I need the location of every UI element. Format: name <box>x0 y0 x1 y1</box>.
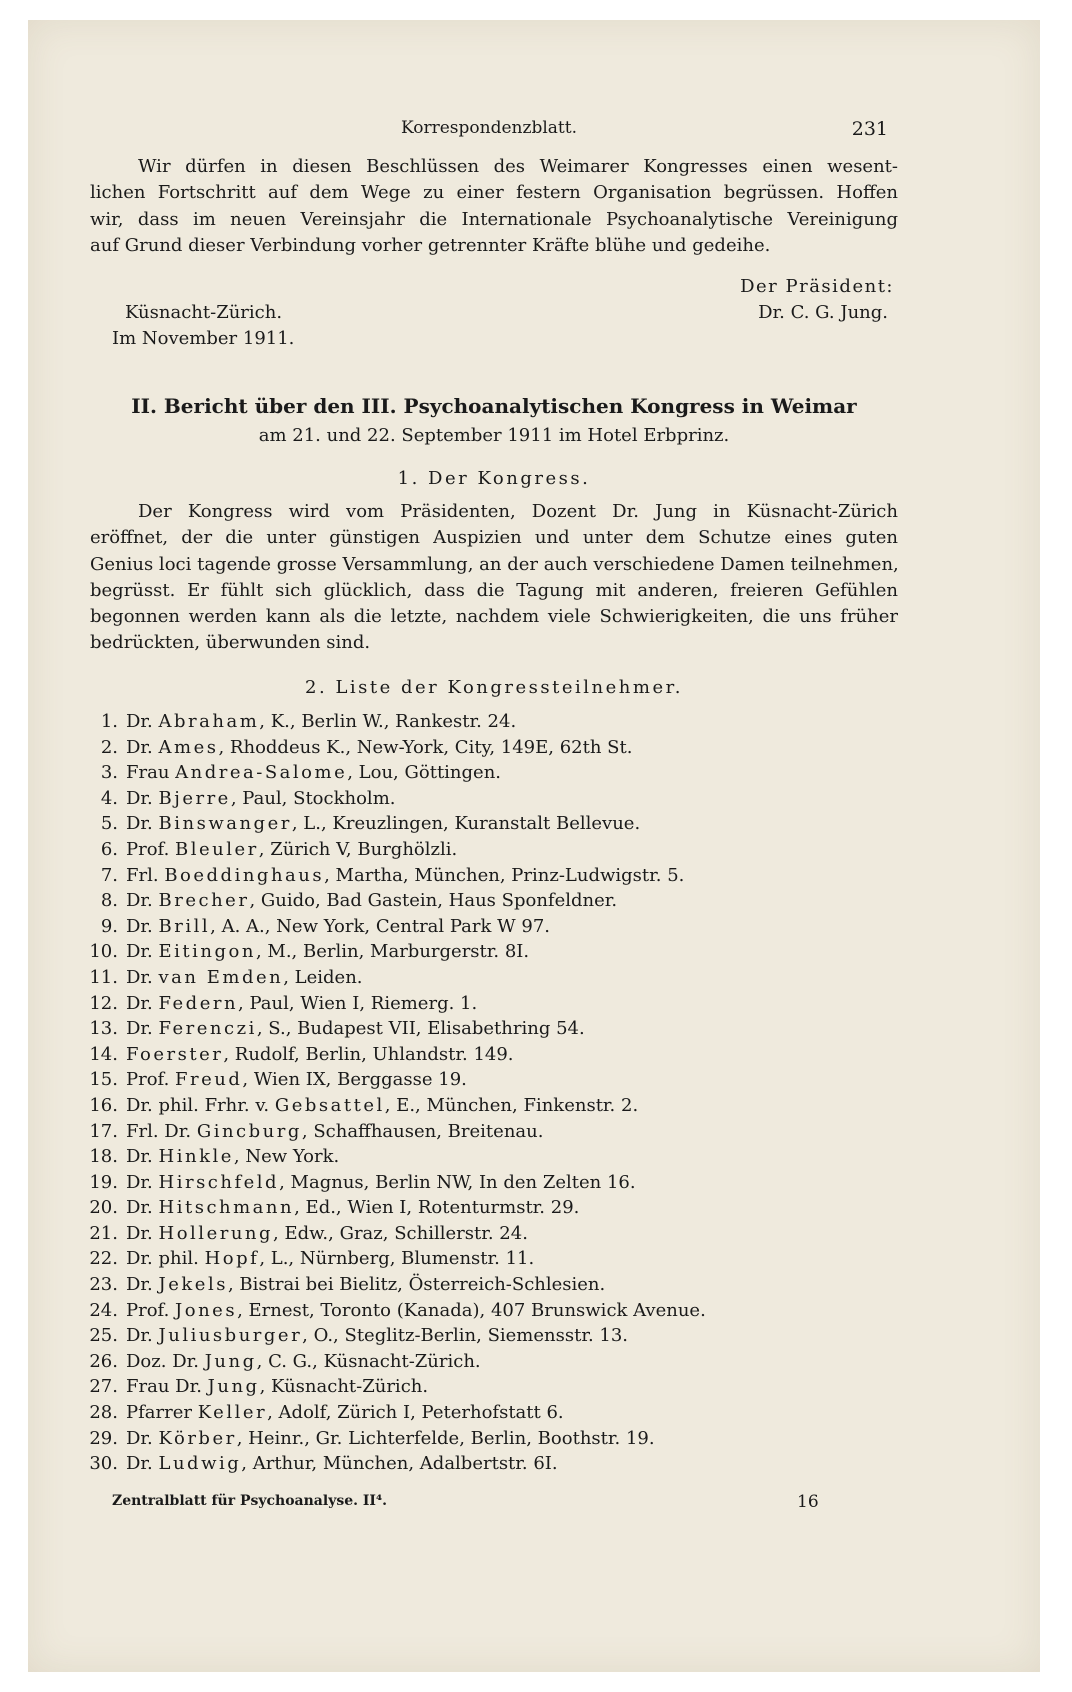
list-item <box>80 1400 840 1426</box>
participant-name: Gincburg <box>196 1120 302 1142</box>
item-number: 22. <box>89 1248 118 1270</box>
participant-name: Andrea-Salome <box>175 762 348 784</box>
participant-name: van Emden <box>158 966 284 988</box>
item-number: 18. <box>89 1146 118 1168</box>
item-number: 30. <box>89 1453 118 1475</box>
item-number: 21. <box>89 1222 118 1244</box>
participant-title: Prof. <box>126 1069 170 1091</box>
footer-sheet-number: 16 <box>797 1492 819 1512</box>
participant-details: , L., Nürnberg, Blumenstr. 11. <box>259 1248 535 1270</box>
text-line: bedrückten, überwunden sind. <box>90 632 371 654</box>
participant-name: Freud <box>175 1069 243 1091</box>
section-subtitle: am 21. und 22. September 1911 im Hotel Erbprinz. <box>258 425 730 446</box>
participant-details: , Schaffhausen, Breitenau. <box>301 1120 544 1142</box>
signature-title: Der Präsident: <box>740 276 894 297</box>
item-number: 23. <box>89 1274 118 1296</box>
item-number: 20. <box>89 1197 118 1219</box>
participant-title: Dr. <box>126 787 153 809</box>
item-number: 16. <box>89 1094 118 1116</box>
item-number: 6. <box>100 838 118 860</box>
participant-details: , E., München, Finkenstr. 2. <box>384 1094 639 1116</box>
participant-title: Dr. phil. Frhr. v. <box>126 1094 270 1116</box>
participant-name: Jung <box>207 1376 260 1398</box>
participant-title: Dr. <box>126 915 153 937</box>
participant-details: , Martha, München, Prinz-Ludwigstr. 5. <box>324 864 685 886</box>
item-number: 25. <box>89 1325 118 1347</box>
participant-name: Ferenczi <box>158 1018 257 1040</box>
text-line: begrüsst. Er fühlt sich glücklich, dass die Tagung mit anderen, freieren Gefühlen <box>90 579 898 601</box>
participant-details: , K., Berlin W., Rankestr. 24. <box>259 711 517 732</box>
participant-details: , S., Budapest VII, Elisabethring 54. <box>256 1018 585 1040</box>
item-number: 10. <box>89 941 118 963</box>
text-line: Der Kongress wird vom Präsidenten, Dozent Dr. Jung in Küsnacht-Zürich <box>138 501 898 522</box>
participant-title: Dr. <box>126 941 153 963</box>
participant-details: , Paul, Stockholm. <box>230 787 396 809</box>
item-number: 27. <box>89 1376 118 1398</box>
list-item <box>80 1144 840 1170</box>
list-item <box>80 914 840 940</box>
participant-name: Boeddinghaus <box>164 864 325 886</box>
participant-name: Brill <box>158 915 211 937</box>
participant-name: Brecher <box>158 890 250 912</box>
list-item <box>80 1042 840 1068</box>
subsection-heading-congress: 1. Der Kongress. <box>397 468 591 489</box>
participant-title: Frl. <box>126 864 159 886</box>
participant-details: , Ernest, Toronto (Kanada), 407 Brunswick Avenue. <box>237 1299 706 1321</box>
subsection-heading-participants: 2. Liste der Kongressteilnehmer. <box>305 677 683 698</box>
item-number: 5. <box>100 813 118 835</box>
participant-name: Foerster <box>126 1043 224 1065</box>
signature-date: Im November 1911. <box>112 328 295 349</box>
congress-paragraph <box>90 499 898 657</box>
participant-title: Dr. <box>126 736 153 758</box>
text-line: wir, dass im neuen Vereinsjahr die Internationale Psychoanalytische Vereinigung <box>90 208 898 230</box>
participant-title: Dr. <box>126 1018 153 1040</box>
participant-name: Ames <box>158 736 219 758</box>
signature-location: Küsnacht-Zürich. <box>125 302 283 323</box>
participant-title: Prof. <box>126 838 170 860</box>
participant-title: Pfarrer <box>126 1402 192 1424</box>
participant-list <box>80 709 840 1477</box>
participant-title: Prof. <box>126 1299 170 1321</box>
list-item <box>80 1016 840 1042</box>
list-item <box>80 811 840 837</box>
page-number: 231 <box>851 118 888 140</box>
participant-title: Dr. <box>126 1427 153 1449</box>
section-title: II. Bericht über den III. Psychoanalytischen Kongress in Weimar <box>131 394 857 418</box>
participant-title: Doz. Dr. <box>126 1350 199 1372</box>
list-item <box>80 1451 840 1477</box>
participant-title: Frl. Dr. <box>126 1120 192 1142</box>
participant-title: Dr. <box>126 992 153 1014</box>
participant-details: , Edw., Graz, Schillerstr. 24. <box>273 1222 528 1244</box>
signature-name: Dr. C. G. Jung. <box>758 302 888 323</box>
participant-name: Juliusburger <box>158 1325 303 1347</box>
list-item <box>80 1374 840 1400</box>
list-item <box>80 1170 840 1196</box>
participant-details: , Zürich V, Burghölzli. <box>258 838 458 860</box>
participant-name: Hitschmann <box>158 1197 295 1219</box>
item-number: 3. <box>100 762 118 784</box>
item-number: 29. <box>89 1427 118 1449</box>
participant-name: Hinkle <box>158 1146 234 1168</box>
list-item <box>80 1272 840 1298</box>
participant-details: , Magnus, Berlin NW, In den Zelten 16. <box>279 1171 636 1193</box>
item-number: 8. <box>100 890 118 912</box>
participant-details: , A. A., New York, Central Park W 97. <box>210 915 550 937</box>
item-number: 1. <box>100 711 118 732</box>
list-item <box>80 1349 840 1375</box>
participant-name: Hollerung <box>158 1222 274 1244</box>
participant-name: Ludwig <box>158 1453 242 1475</box>
participant-name: Hopf <box>204 1248 260 1270</box>
list-item <box>80 1067 840 1093</box>
participant-name: Jung <box>204 1350 257 1372</box>
participant-name: Bjerre <box>158 787 231 809</box>
list-item <box>80 1323 840 1349</box>
participant-details: , L., Kreuzlingen, Kuranstalt Bellevue. <box>291 813 641 835</box>
item-number: 19. <box>89 1171 118 1193</box>
list-item <box>80 709 840 735</box>
participant-details: , Arthur, München, Adalbertstr. 6I. <box>241 1453 558 1475</box>
item-number: 11. <box>89 966 118 988</box>
participant-details: , Leiden. <box>283 966 363 988</box>
participant-title: Dr. <box>126 1222 153 1244</box>
list-item <box>80 1093 840 1119</box>
participant-title: Dr. <box>126 1146 153 1168</box>
text-line: Genius loci tagende grosse Versammlung, an der auch verschiedene Damen teilnehmen, <box>90 553 899 575</box>
participant-name: Keller <box>197 1402 268 1424</box>
list-item <box>80 1195 840 1221</box>
participant-title: Dr. phil. <box>126 1248 199 1270</box>
participant-title: Dr. <box>126 813 153 835</box>
participant-title: Dr. <box>126 966 153 988</box>
participant-name: Körber <box>158 1427 237 1449</box>
participant-name: Jones <box>175 1299 238 1321</box>
participant-details: , New York. <box>233 1146 340 1168</box>
participant-name: Jekels <box>158 1274 228 1296</box>
list-item <box>80 863 840 889</box>
participant-name: Abraham <box>158 711 260 732</box>
participant-title: Dr. <box>126 711 153 732</box>
text-line: Wir dürfen in diesen Beschlüssen des Weimarer Kongresses einen wesent- <box>138 156 898 177</box>
list-item <box>80 786 840 812</box>
participant-details: , Bistrai bei Bielitz, Österreich-Schlesien. <box>227 1274 606 1296</box>
participant-title: Dr. <box>126 890 153 912</box>
intro-paragraph <box>90 154 898 259</box>
participant-title: Frau <box>126 762 170 784</box>
participant-title: Dr. <box>126 1197 153 1219</box>
list-item <box>80 939 840 965</box>
participant-details: , Paul, Wien I, Riemerg. 1. <box>238 992 478 1014</box>
item-number: 17. <box>89 1120 118 1142</box>
item-number: 12. <box>89 992 118 1014</box>
list-item <box>80 1119 840 1145</box>
list-item <box>80 735 840 761</box>
participant-name: Hirschfeld <box>158 1171 280 1193</box>
participant-details: , M., Berlin, Marburgerstr. 8I. <box>255 941 530 963</box>
item-number: 14. <box>89 1043 118 1065</box>
list-item <box>80 760 840 786</box>
item-number: 2. <box>100 736 118 758</box>
text-line: begonnen werden kann als die letzte, nachdem viele Schwierigkeiten, die uns früher <box>90 606 898 628</box>
text-line: eröffnet, der die unter günstigen Auspizien und unter dem Schutze eines guten <box>90 527 898 549</box>
participant-title: Dr. <box>126 1274 153 1296</box>
participant-name: Federn <box>158 992 239 1014</box>
list-item <box>80 991 840 1017</box>
participant-title: Dr. <box>126 1171 153 1193</box>
list-item <box>80 837 840 863</box>
item-number: 15. <box>89 1069 118 1091</box>
participant-details: , Guido, Bad Gastein, Haus Sponfeldner. <box>249 890 618 912</box>
text-line: auf Grund dieser Verbindung vorher getrennter Kräfte blühe und gedeihe. <box>90 234 771 256</box>
item-number: 13. <box>89 1018 118 1040</box>
participant-title: Dr. <box>126 1325 153 1347</box>
list-item <box>80 1298 840 1324</box>
participant-name: Bleuler <box>175 838 259 860</box>
participant-name: Eitingon <box>158 941 256 963</box>
participant-name: Binswanger <box>158 813 292 835</box>
header-title: Korrespondenzblatt. <box>401 118 577 138</box>
list-item <box>80 1246 840 1272</box>
participant-details: , Wien IX, Berggasse 19. <box>242 1069 467 1091</box>
item-number: 28. <box>89 1402 118 1424</box>
item-number: 24. <box>89 1299 118 1321</box>
list-item <box>80 965 840 991</box>
item-number: 9. <box>100 915 118 937</box>
text-line: lichen Fortschritt auf dem Wege zu einer festern Organisation begrüssen. Hoffen <box>90 182 898 204</box>
participant-details: , Küsnacht-Zürich. <box>259 1376 429 1398</box>
participant-title: Dr. <box>126 1453 153 1475</box>
participant-name: Gebsattel <box>274 1094 385 1116</box>
item-number: 4. <box>100 787 118 809</box>
participant-details: , Ed., Wien I, Rotenturmstr. 29. <box>294 1197 580 1219</box>
participant-details: , Rhoddeus K., New-York, City, 149E, 62th St. <box>218 736 633 758</box>
item-number: 26. <box>89 1350 118 1372</box>
item-number: 7. <box>100 864 118 886</box>
participant-details: , Lou, Göttingen. <box>347 762 502 784</box>
participant-details: , C. G., Küsnacht-Zürich. <box>256 1350 481 1372</box>
participant-details: , Heinr., Gr. Lichterfelde, Berlin, Boothstr. 19. <box>236 1427 655 1449</box>
list-item <box>80 1221 840 1247</box>
participant-title: Frau Dr. <box>126 1376 202 1398</box>
footer-journal: Zentralblatt für Psychoanalyse. II⁴. <box>112 1493 387 1509</box>
participant-details: , Adolf, Zürich I, Peterhofstatt 6. <box>267 1402 564 1424</box>
participant-details: , Rudolf, Berlin, Uhlandstr. 149. <box>223 1043 514 1065</box>
participant-details: , O., Steglitz-Berlin, Siemensstr. 13. <box>302 1325 629 1347</box>
list-item <box>80 888 840 914</box>
list-item <box>80 1426 840 1452</box>
